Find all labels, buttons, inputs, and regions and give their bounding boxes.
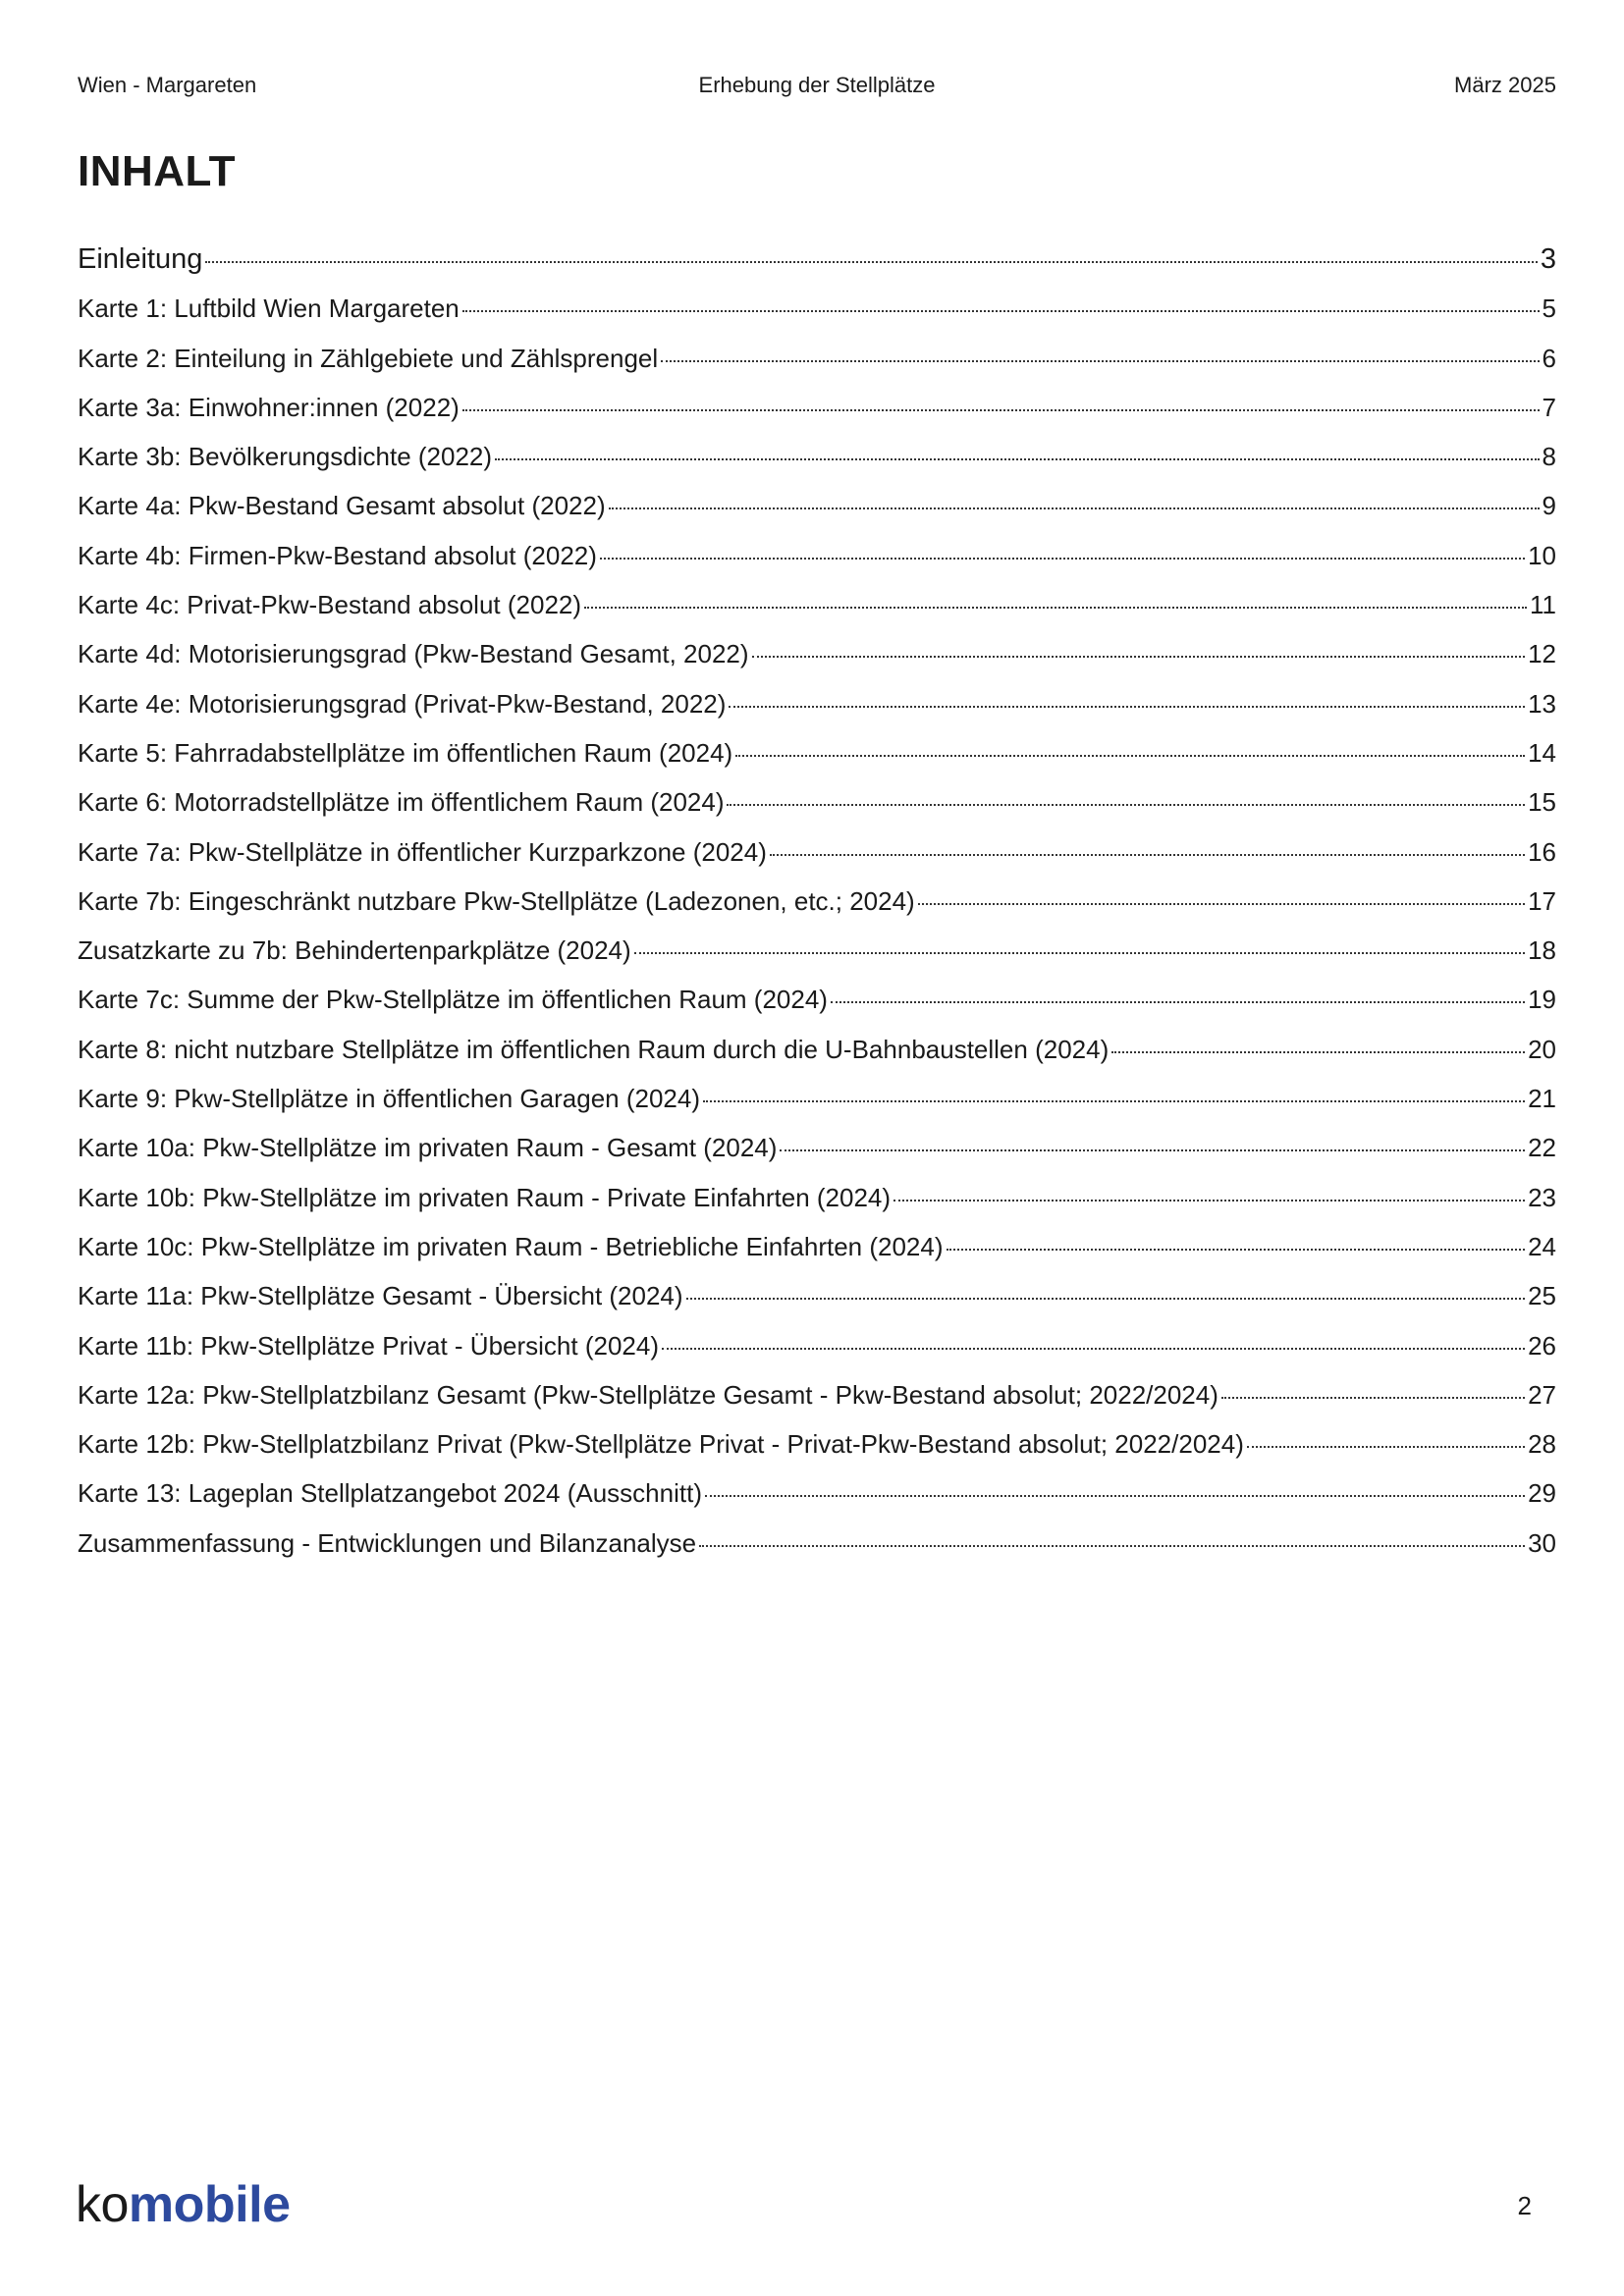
toc-entry[interactable] — [78, 777, 1556, 827]
toc-dot-leader — [1221, 1397, 1525, 1399]
toc-entry-label: Karte 4d: Motorisierungsgrad (Pkw-Bestand Gesamt, 2022) — [78, 639, 749, 669]
toc-dot-leader — [686, 1298, 1526, 1300]
toc-dot-leader — [609, 507, 1540, 509]
header-date: März 2025 — [1454, 73, 1556, 97]
toc-dot-leader — [495, 458, 1540, 460]
toc-dot-leader — [462, 310, 1540, 312]
toc-entry-page: 21 — [1528, 1084, 1556, 1114]
toc-dot-leader — [705, 1495, 1525, 1497]
toc-entry[interactable] — [78, 629, 1556, 678]
toc-entry-page: 12 — [1528, 639, 1556, 669]
toc-entry-label: Karte 5: Fahrradabstellplätze im öffentlichen Raum (2024) — [78, 737, 733, 768]
toc-entry[interactable] — [78, 531, 1556, 580]
toc-entry[interactable] — [78, 1173, 1556, 1222]
toc-dot-leader — [893, 1200, 1525, 1201]
toc-dot-leader — [600, 558, 1525, 560]
toc-entry-label: Einleitung — [78, 243, 203, 275]
toc-dot-leader — [947, 1249, 1526, 1251]
toc-entry[interactable] — [78, 383, 1556, 432]
toc-dot-leader — [1111, 1051, 1525, 1053]
toc-entry-label: Karte 7b: Eingeschränkt nutzbare Pkw-Stellplätze (Ladezonen, etc.; 2024) — [78, 885, 915, 916]
toc-entry[interactable] — [78, 1025, 1556, 1074]
toc-dot-leader — [634, 952, 1525, 954]
toc-entry-label: Karte 7a: Pkw-Stellplätze in öffentlicher Kurzparkzone (2024) — [78, 836, 767, 867]
toc-entry-page: 11 — [1530, 590, 1556, 620]
toc-dot-leader — [780, 1149, 1525, 1151]
toc-entry[interactable] — [78, 1123, 1556, 1172]
toc-entry-page: 29 — [1528, 1478, 1556, 1509]
toc-entry[interactable] — [78, 828, 1556, 877]
toc-entry-label: Karte 4e: Motorisierungsgrad (Privat-Pkw-Bestand, 2022) — [78, 688, 727, 719]
toc-entry-page: 26 — [1528, 1330, 1556, 1361]
toc-dot-leader — [662, 1348, 1525, 1350]
toc-dot-leader — [462, 409, 1540, 411]
toc-entry-page: 18 — [1528, 935, 1556, 966]
toc-entry-page: 13 — [1528, 688, 1556, 719]
toc-entry[interactable] — [78, 432, 1556, 481]
header-document-title: Erhebung der Stellplätze — [698, 73, 936, 97]
toc-entry[interactable] — [78, 1519, 1556, 1568]
toc-entry-label: Karte 10c: Pkw-Stellplätze im privaten Raum - Betriebliche Einfahrten (2024) — [78, 1231, 944, 1261]
toc-entry[interactable] — [78, 1468, 1556, 1518]
toc-entry-label: Karte 13: Lageplan Stellplatzangebot 2024 (Ausschnitt) — [78, 1478, 702, 1509]
toc-entry-label: Zusammenfassung - Entwicklungen und Bilanzanalyse — [78, 1527, 697, 1558]
toc-entry-label: Karte 8: nicht nutzbare Stellplätze im öffentlichen Raum durch die U-Bahnbaustellen (2024) — [78, 1034, 1110, 1064]
toc-entry-page: 8 — [1542, 442, 1556, 472]
toc-entry-page: 23 — [1528, 1182, 1556, 1212]
toc-dot-leader — [205, 261, 1537, 263]
toc-entry-page: 27 — [1528, 1379, 1556, 1410]
toc-entry-page: 22 — [1528, 1133, 1556, 1163]
toc-entry[interactable] — [78, 284, 1556, 333]
toc-entry-label: Karte 10a: Pkw-Stellplätze im privaten Raum - Gesamt (2024) — [78, 1133, 778, 1163]
toc-entry[interactable] — [78, 728, 1556, 777]
toc-entry-label: Karte 12a: Pkw-Stellplatzbilanz Gesamt (Pkw-Stellplätze Gesamt - Pkw-Bestand absolut; 2022/2024) — [78, 1379, 1218, 1410]
toc-entry-label: Karte 2: Einteilung in Zählgebiete und Zählsprengel — [78, 343, 659, 373]
logo-text-ko: ko — [76, 2176, 129, 2233]
toc-entry-label: Karte 9: Pkw-Stellplätze in öffentlichen Garagen (2024) — [78, 1084, 700, 1114]
toc-dot-leader — [918, 903, 1525, 905]
page-header — [78, 73, 1556, 102]
toc-entry-label: Karte 7c: Summe der Pkw-Stellplätze im öffentlichen Raum (2024) — [78, 985, 828, 1015]
toc-dot-leader — [699, 1545, 1525, 1547]
toc-entry[interactable] — [78, 481, 1556, 530]
toc-entry-label: Karte 4c: Privat-Pkw-Bestand absolut (2022) — [78, 590, 582, 620]
logo-text-mobile: mobile — [128, 2176, 291, 2233]
komobile-logo — [76, 2176, 291, 2233]
toc-entry[interactable] — [78, 235, 1556, 284]
toc-dot-leader — [584, 607, 1527, 609]
toc-entry[interactable] — [78, 1271, 1556, 1320]
toc-entry[interactable] — [78, 1370, 1556, 1419]
toc-dot-leader — [727, 804, 1525, 806]
toc-entry-label: Karte 3b: Bevölkerungsdichte (2022) — [78, 442, 493, 472]
toc-entry[interactable] — [78, 679, 1556, 728]
toc-entry-label: Karte 10b: Pkw-Stellplätze im privaten Raum - Private Einfahrten (2024) — [78, 1182, 892, 1212]
toc-entry[interactable] — [78, 580, 1556, 629]
toc-entry-page: 30 — [1528, 1527, 1556, 1558]
toc-entry-page: 28 — [1528, 1429, 1556, 1460]
toc-entry-label: Karte 12b: Pkw-Stellplatzbilanz Privat (Pkw-Stellplätze Privat - Privat-Pkw-Bestand absolut; 2022/2024) — [78, 1429, 1244, 1460]
toc-entry-page: 9 — [1542, 491, 1556, 521]
toc-dot-leader — [831, 1001, 1525, 1003]
toc-entry-label: Karte 11a: Pkw-Stellplätze Gesamt - Übersicht (2024) — [78, 1281, 683, 1311]
toc-entry-page: 6 — [1542, 343, 1556, 373]
toc-entry-page: 14 — [1528, 737, 1556, 768]
toc-entry[interactable] — [78, 975, 1556, 1024]
toc-dot-leader — [703, 1100, 1525, 1102]
toc-dot-leader — [661, 360, 1539, 362]
toc-entry-page: 25 — [1528, 1281, 1556, 1311]
toc-entry[interactable] — [78, 1222, 1556, 1271]
toc-entry[interactable] — [78, 877, 1556, 926]
page-title: INHALT — [78, 147, 237, 195]
toc-entry-label: Karte 3a: Einwohner:innen (2022) — [78, 392, 460, 422]
toc-entry-page: 17 — [1528, 885, 1556, 916]
toc-entry-label: Zusatzkarte zu 7b: Behindertenparkplätze (2024) — [78, 935, 631, 966]
toc-dot-leader — [752, 656, 1526, 658]
toc-entry-page: 10 — [1528, 540, 1556, 570]
toc-entry-label: Karte 1: Luftbild Wien Margareten — [78, 294, 460, 324]
toc-entry-page: 19 — [1528, 985, 1556, 1015]
toc-entry-page: 16 — [1528, 836, 1556, 867]
toc-entry[interactable] — [78, 334, 1556, 383]
toc-entry-label: Karte 11b: Pkw-Stellplätze Privat - Übersicht (2024) — [78, 1330, 659, 1361]
toc-dot-leader — [770, 854, 1525, 856]
toc-entry-page: 20 — [1528, 1034, 1556, 1064]
table-of-contents — [78, 235, 1556, 1568]
toc-dot-leader — [735, 755, 1525, 757]
toc-entry[interactable] — [78, 1074, 1556, 1123]
toc-entry-page: 5 — [1542, 294, 1556, 324]
toc-dot-leader — [729, 706, 1525, 708]
toc-entry[interactable] — [78, 926, 1556, 975]
toc-entry-page: 24 — [1528, 1231, 1556, 1261]
toc-entry-page: 7 — [1542, 392, 1556, 422]
toc-dot-leader — [1247, 1446, 1525, 1448]
header-location: Wien - Margareten — [78, 73, 257, 97]
toc-entry-page: 3 — [1540, 243, 1556, 275]
toc-entry-page: 15 — [1528, 787, 1556, 818]
toc-entry-label: Karte 6: Motorradstellplätze im öffentlichem Raum (2024) — [78, 787, 725, 818]
toc-entry[interactable] — [78, 1419, 1556, 1468]
page-number: 2 — [1517, 2191, 1532, 2220]
toc-entry-label: Karte 4b: Firmen-Pkw-Bestand absolut (2022) — [78, 540, 597, 570]
toc-entry[interactable] — [78, 1321, 1556, 1370]
toc-entry-label: Karte 4a: Pkw-Bestand Gesamt absolut (2022) — [78, 491, 606, 521]
